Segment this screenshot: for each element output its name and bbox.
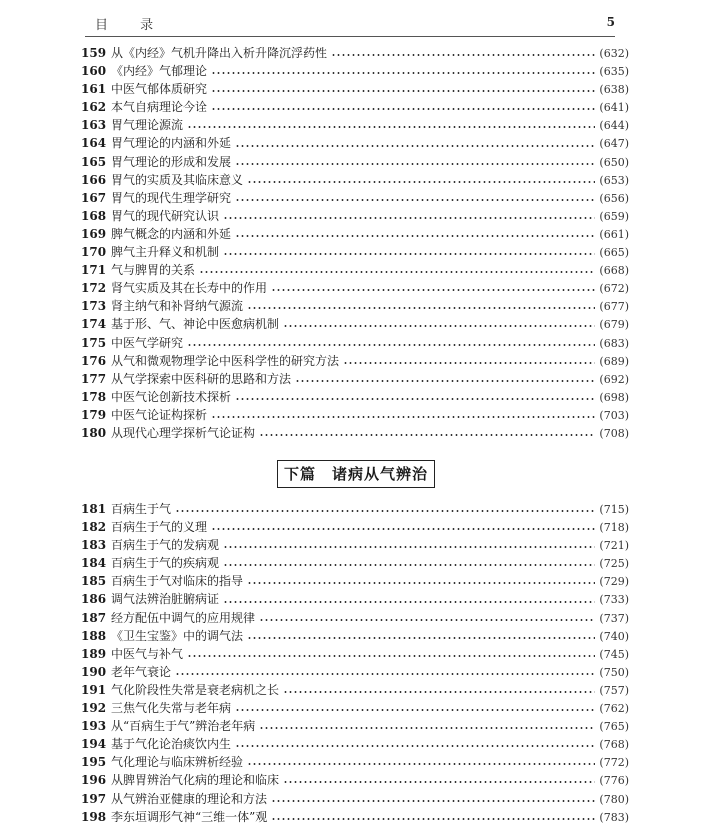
header-title: 目 录 [95,18,168,33]
toc-entry-number: 174 [81,317,107,332]
toc-entry-title: 气化理论与临床辨析经验 [111,755,244,770]
toc-entry[interactable] [81,609,629,627]
toc-entry-page: (715) [599,503,629,516]
toc-entry-title: 肾主纳气和补肾纳气源流 [111,299,244,314]
toc-leader-dots [211,108,595,110]
toc-entry[interactable] [81,645,629,663]
toc-entry-number: 166 [81,172,107,187]
toc-entry[interactable] [81,424,629,442]
toc-leader-dots [259,434,595,436]
toc-leader-dots [211,528,595,530]
toc-entry-number: 188 [81,628,107,643]
toc-entry-page: (650) [599,155,629,169]
toc-list-part2 [81,500,629,826]
toc-leader-dots [223,546,595,548]
toc-entry-title: 从气和微观物理学论中医科学性的研究方法 [111,353,340,368]
toc-entry-page: (698) [599,390,629,404]
toc-entry[interactable] [81,80,629,98]
toc-entry-title: 从气学探索中医科研的思路和方法 [111,371,292,386]
toc-entry-number: 185 [81,574,107,589]
toc-entry-title: 百病生于气对临床的指导 [111,574,244,589]
toc-entry-page: (765) [599,720,629,734]
toc-entry-number: 168 [81,208,107,223]
toc-entry-number: 183 [81,538,107,553]
toc-entry-title: 中医气学研究 [111,335,184,350]
toc-entry-page: (679) [599,318,629,332]
toc-entry-number: 178 [81,389,107,404]
toc-entry[interactable] [81,207,629,225]
toc-entry-title: 百病生于气的义理 [111,520,208,535]
toc-entry-title: 从脾胃辨治气化病的理论和临床 [111,773,280,788]
toc-entry-page: (668) [599,264,629,278]
toc-entry-page: (725) [599,557,629,571]
toc-leader-dots [283,691,595,693]
toc-entry[interactable] [81,406,629,424]
section-heading: 下篇 诸病从气辨治 [277,460,435,488]
toc-entry-number: 170 [81,245,107,260]
toc-entry-title: 气与脾胃的关系 [111,263,196,278]
toc-entry-page: (659) [599,209,629,223]
toc-entry[interactable] [81,681,629,699]
toc-leader-dots [295,380,595,382]
toc-leader-dots [271,818,595,820]
toc-entry-page: (776) [599,774,629,788]
toc-entry-page: (632) [599,47,629,60]
toc-leader-dots [271,289,595,291]
toc-entry-page: (740) [599,629,629,643]
toc-entry-number: 194 [81,737,107,752]
toc-entry-page: (780) [599,792,629,806]
toc-entry-number: 179 [81,407,107,422]
toc-entry-number: 186 [81,592,107,607]
toc-leader-dots [235,745,595,747]
toc-leader-dots [199,271,595,273]
toc-entry[interactable] [81,753,629,771]
toc-entry-number: 198 [81,809,107,824]
toc-entry[interactable] [81,808,629,826]
toc-entry[interactable] [81,554,629,572]
toc-leader-dots [211,416,595,418]
toc-entry-page: (672) [599,282,629,296]
toc-leader-dots [187,344,595,346]
toc-entry-page: (641) [599,101,629,115]
toc-entry-title: 中医气郁体质研究 [111,82,208,97]
toc-leader-dots [247,637,595,639]
page-header [85,12,615,37]
toc-entry-number: 161 [81,82,107,97]
toc-entry-page: (703) [599,408,629,422]
toc-leader-dots [211,72,595,74]
toc-entry-title: 脾气概念的内涵和外延 [111,226,232,241]
toc-entry-title: 百病生于气的疾病观 [111,556,220,571]
toc-entry-title: 老年气衰论 [111,664,172,679]
toc-entry[interactable] [81,189,629,207]
toc-leader-dots [343,362,595,364]
toc-entry[interactable] [81,334,629,352]
toc-entry-number: 171 [81,263,107,278]
toc-entry-number: 159 [81,46,107,60]
toc-entry[interactable] [81,771,629,789]
toc-entry-page: (677) [599,300,629,314]
toc-entry-title: 百病生于气 [111,502,172,516]
toc-entry-number: 184 [81,556,107,571]
toc-entry[interactable] [81,279,629,297]
toc-entry-page: (772) [599,756,629,770]
toc-entry-title: 胃气的现代生理学研究 [111,190,232,205]
toc-entry-title: 《内经》气郁理论 [111,64,208,79]
toc-entry[interactable] [81,590,629,608]
toc-entry-number: 163 [81,118,107,133]
header-page-number: 5 [606,15,615,29]
toc-entry[interactable] [81,44,629,62]
toc-entry-number: 191 [81,682,107,697]
toc-entry-number: 165 [81,154,107,169]
toc-entry-title: 从《内经》气机升降出入析升降沉浮药性 [111,46,328,60]
toc-entry-page: (718) [599,521,629,535]
toc-entry[interactable] [81,297,629,315]
toc-entry-number: 189 [81,646,107,661]
toc-entry-number: 173 [81,299,107,314]
toc-entry-page: (638) [599,83,629,97]
toc-entry-number: 180 [81,425,107,440]
toc-entry-number: 182 [81,520,107,535]
toc-entry[interactable] [81,627,629,645]
toc-leader-dots [175,510,595,512]
toc-entry-page: (762) [599,702,629,716]
toc-entry-page: (661) [599,227,629,241]
toc-entry-title: 百病生于气的发病观 [111,538,220,553]
toc-entry-title: 从现代心理学探析气论证构 [111,425,256,440]
toc-entry-page: (635) [599,65,629,79]
toc-entry-page: (647) [599,137,629,151]
toc-entry[interactable] [81,735,629,753]
toc-leader-dots [235,199,595,201]
toc-leader-dots [259,727,595,729]
toc-entry-page: (721) [599,539,629,553]
toc-entry-number: 175 [81,335,107,350]
toc-leader-dots [223,253,595,255]
toc-entry[interactable] [81,153,629,171]
toc-entry-page: (757) [599,683,629,697]
toc-leader-dots [259,619,595,621]
toc-entry-title: 气化阶段性失常是衰老病机之长 [111,682,280,697]
toc-leader-dots [247,763,595,765]
toc-leader-dots [223,217,595,219]
toc-entry-page: (665) [599,246,629,260]
toc-entry-title: 从气辨治亚健康的理论和方法 [111,791,268,806]
toc-entry-title: 基于气化论治痰饮内生 [111,737,232,752]
toc-entry[interactable] [81,518,629,536]
toc-entry-title: 脾气主升释义和机制 [111,245,220,260]
toc-leader-dots [235,163,595,165]
toc-list-part1 [81,44,629,442]
toc-entry-title: 胃气理论的内涵和外延 [111,136,232,151]
toc-entry[interactable] [81,352,629,370]
toc-entry[interactable] [81,261,629,279]
toc-entry-title: 从“百病生于气”辨治老年病 [111,719,256,734]
toc-entry-title: 李东垣调形气神“三维一体”观 [111,809,268,824]
toc-leader-dots [235,398,595,400]
toc-entry[interactable] [81,790,629,808]
toc-leader-dots [283,781,595,783]
toc-leader-dots [187,655,595,657]
toc-entry-page: (745) [599,647,629,661]
toc-entry-number: 172 [81,281,107,296]
toc-entry-number: 195 [81,755,107,770]
toc-entry[interactable] [81,717,629,735]
toc-entry-number: 177 [81,371,107,386]
toc-entry-page: (768) [599,738,629,752]
toc-entry-title: 调气法辨治脏腑病证 [111,592,220,607]
toc-entry-page: (729) [599,575,629,589]
toc-leader-dots [187,126,595,128]
toc-entry[interactable] [81,225,629,243]
toc-entry-page: (733) [599,593,629,607]
toc-entry-number: 162 [81,100,107,115]
toc-leader-dots [331,54,595,56]
toc-entry[interactable] [81,243,629,261]
toc-entry-title: 中医气与补气 [111,646,184,661]
toc-entry[interactable] [81,98,629,116]
toc-leader-dots [247,582,595,584]
toc-entry[interactable] [81,370,629,388]
toc-entry-page: (737) [599,611,629,625]
toc-entry-title: 胃气理论源流 [111,118,184,133]
toc-leader-dots [175,673,595,675]
toc-entry-number: 193 [81,719,107,734]
toc-entry-page: (708) [599,426,629,440]
toc-entry-number: 176 [81,353,107,368]
toc-entry-page: (689) [599,354,629,368]
toc-leader-dots [211,90,595,92]
toc-entry-number: 167 [81,190,107,205]
toc-entry-title: 《卫生宝鉴》中的调气法 [111,628,244,643]
toc-entry-number: 169 [81,226,107,241]
toc-entry[interactable] [81,536,629,554]
toc-entry-title: 中医气论证构探析 [111,407,208,422]
toc-entry[interactable] [81,315,629,333]
toc-leader-dots [247,307,595,309]
toc-entry-title: 胃气的现代研究认识 [111,208,220,223]
toc-entry-title: 基于形、气、神论中医愈病机制 [111,317,280,332]
toc-entry-number: 187 [81,610,107,625]
toc-entry-title: 三焦气化失常与老年病 [111,701,232,716]
toc-entry[interactable] [81,699,629,717]
toc-leader-dots [223,601,595,603]
toc-entry-number: 196 [81,773,107,788]
toc-leader-dots [223,564,595,566]
toc-entry-title: 本气自病理论今诠 [111,100,208,115]
toc-entry-title: 中医气论创新技术探析 [111,389,232,404]
toc-entry-title: 胃气理论的形成和发展 [111,154,232,169]
toc-entry-number: 192 [81,701,107,716]
toc-entry-page: (653) [599,173,629,187]
toc-entry-title: 胃气的实质及其临床意义 [111,172,244,187]
toc-entry-number: 181 [81,502,107,516]
toc-entry-page: (683) [599,336,629,350]
toc-leader-dots [235,145,595,147]
toc-leader-dots [271,800,595,802]
toc-entry[interactable] [81,171,629,189]
toc-entry[interactable] [81,572,629,590]
toc-entry-page: (656) [599,191,629,205]
toc-entry[interactable] [81,500,629,518]
toc-entry-page: (644) [599,119,629,133]
toc-entry-page: (783) [599,810,629,824]
toc-entry-title: 经方配伍中调气的应用规律 [111,610,256,625]
toc-entry-page: (750) [599,665,629,679]
toc-entry[interactable] [81,388,629,406]
toc-entry-page: (692) [599,372,629,386]
toc-entry-number: 197 [81,791,107,806]
toc-leader-dots [283,325,595,327]
toc-entry-title: 肾气实质及其在长寿中的作用 [111,281,268,296]
toc-entry[interactable] [81,663,629,681]
toc-entry[interactable] [81,116,629,134]
toc-entry[interactable] [81,134,629,152]
toc-entry-number: 164 [81,136,107,151]
toc-entry[interactable] [81,62,629,80]
toc-entry-number: 160 [81,64,107,79]
toc-leader-dots [247,181,595,183]
toc-entry-number: 190 [81,664,107,679]
toc-leader-dots [235,235,595,237]
toc-leader-dots [235,709,595,711]
